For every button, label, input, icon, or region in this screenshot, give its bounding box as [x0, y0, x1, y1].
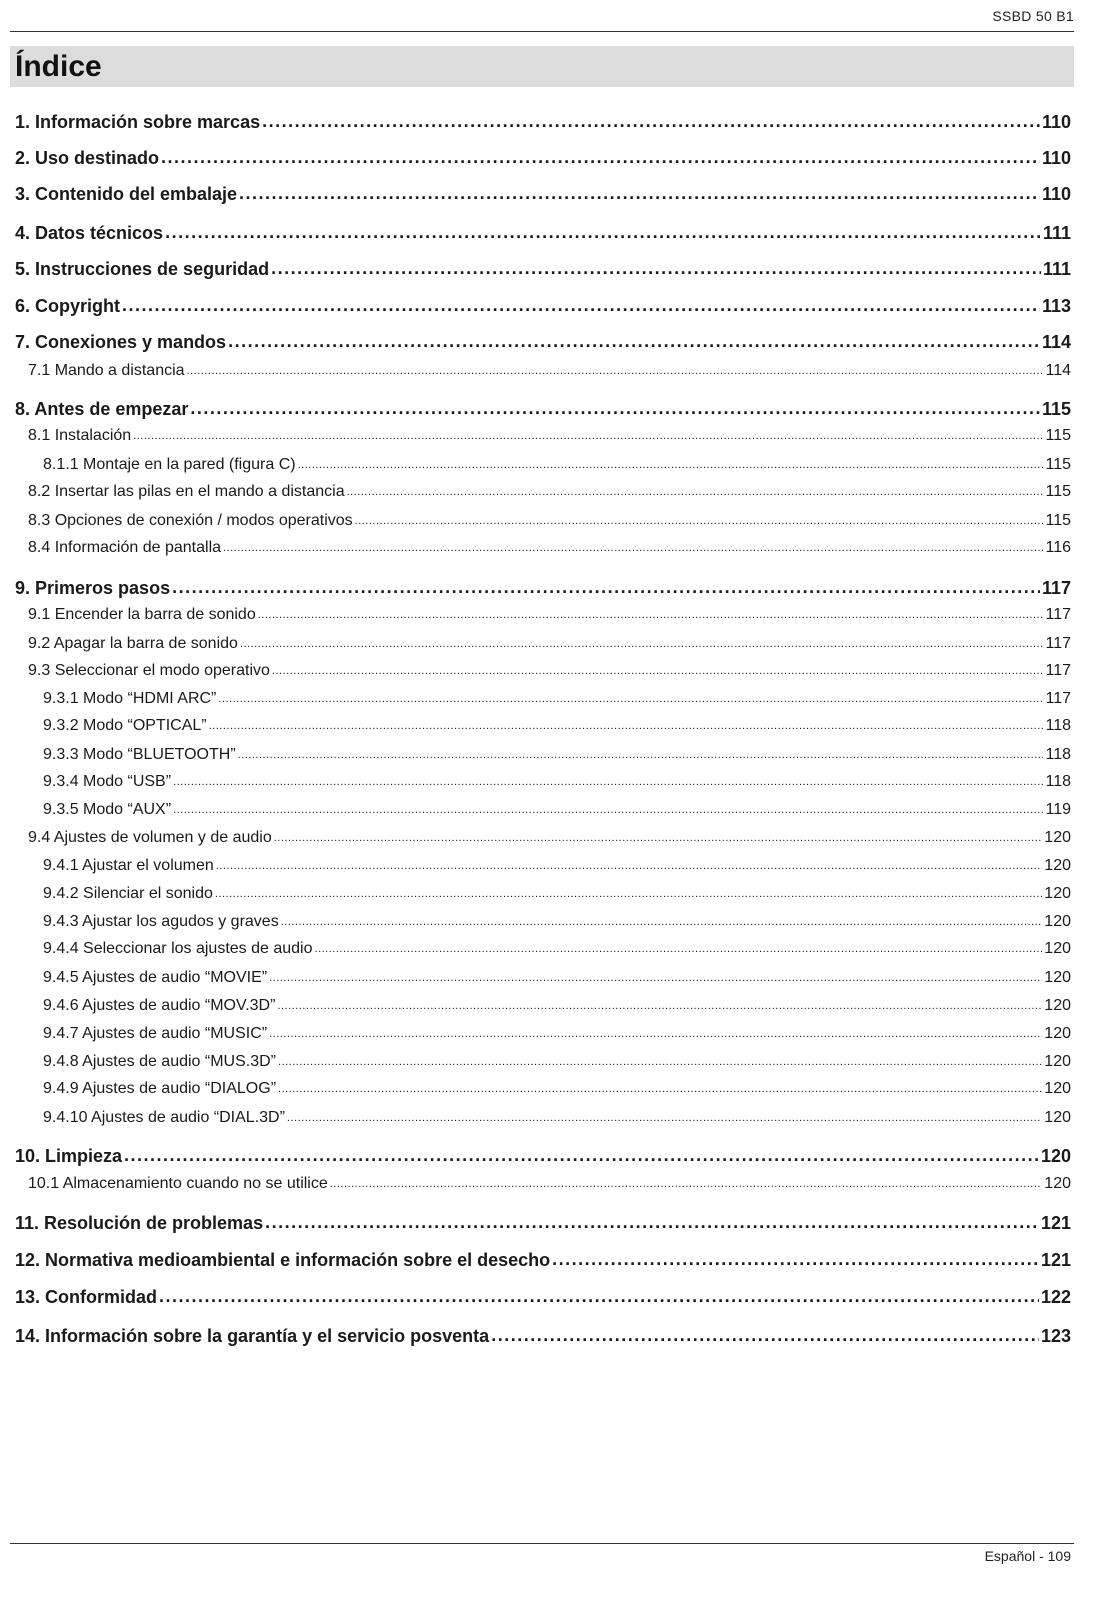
toc-entry[interactable]: [43, 1053, 1071, 1071]
toc-entry[interactable]: [15, 1213, 1071, 1234]
toc-entry-text: 8.4 Información de pantalla: [28, 539, 222, 556]
toc-leader-dots: [238, 749, 1044, 761]
toc-entry-text: 9.4.8 Ajustes de audio “MUS.3D”: [43, 1053, 277, 1070]
toc-leader-dots: [122, 295, 1040, 316]
toc-leader-dots: [265, 1212, 1039, 1233]
toc-entry-text: 9.4.2 Silenciar el sonido: [43, 885, 213, 902]
toc-leader-dots: [159, 1286, 1039, 1307]
toc-entry-text: 9.3.2 Modo “OPTICAL”: [43, 717, 207, 734]
toc-entry-page: 120: [1044, 1025, 1071, 1042]
toc-entry-page: 118: [1045, 717, 1071, 734]
toc-entry-page: 118: [1045, 746, 1071, 763]
toc-leader-dots: [209, 720, 1044, 732]
toc-leader-dots: [552, 1249, 1039, 1270]
toc-entry[interactable]: [15, 259, 1071, 280]
toc-leader-dots: [278, 1083, 1042, 1095]
toc-entry-page: 115: [1045, 427, 1071, 444]
toc-leader-dots: [287, 1112, 1042, 1124]
toc-entry-page: 115: [1045, 512, 1071, 529]
toc-entry[interactable]: [28, 427, 1071, 445]
toc-entry[interactable]: [15, 332, 1071, 353]
bottom-divider: [10, 1543, 1074, 1544]
toc-leader-dots: [218, 693, 1043, 705]
toc-entry-text: 9.4.9 Ajustes de audio “DIALOG”: [43, 1080, 277, 1097]
toc-entry[interactable]: [28, 635, 1071, 653]
toc-leader-dots: [239, 183, 1040, 204]
toc-leader-dots: [223, 542, 1043, 554]
toc-entry-text: 9.3.3 Modo “BLUETOOTH”: [43, 746, 236, 763]
toc-leader-dots: [271, 258, 1041, 279]
toc-leader-dots: [262, 111, 1040, 132]
toc-leader-dots: [228, 331, 1040, 352]
toc-entry-page: 114: [1045, 362, 1071, 379]
toc-entry[interactable]: [28, 539, 1071, 557]
toc-entry-page: 123: [1040, 1326, 1071, 1346]
toc-entry[interactable]: [28, 362, 1071, 380]
toc-entry-text: 1. Información sobre marcas: [15, 112, 261, 132]
toc-leader-dots: [124, 1145, 1039, 1166]
toc-entry-text: 8.2 Insertar las pilas en el mando a distancia: [28, 483, 345, 500]
toc-entry-text: 8. Antes de empezar: [15, 399, 189, 419]
toc-entry-text: 12. Normativa medioambiental e información sobre el desecho: [15, 1250, 551, 1270]
toc-entry-page: 115: [1045, 483, 1071, 500]
toc-entry-page: 120: [1044, 913, 1071, 930]
toc-leader-dots: [190, 398, 1040, 419]
toc-entry[interactable]: [43, 801, 1071, 819]
toc-entry[interactable]: [15, 296, 1071, 317]
toc-entry-page: 120: [1044, 1053, 1071, 1070]
toc-leader-dots: [133, 430, 1043, 442]
toc-leader-dots: [355, 515, 1044, 527]
toc-leader-dots: [172, 577, 1040, 598]
toc-entry-text: 11. Resolución de problemas: [15, 1213, 264, 1233]
toc-entry[interactable]: [43, 746, 1071, 764]
toc-entry-page: 120: [1044, 829, 1071, 846]
toc-entry-page: 111: [1042, 223, 1071, 243]
toc-entry[interactable]: [15, 399, 1071, 420]
toc-leader-dots: [216, 860, 1043, 872]
toc-entry-page: 120: [1044, 857, 1071, 874]
toc-entry-text: 9.4.4 Seleccionar los ajustes de audio: [43, 940, 313, 957]
toc-leader-dots: [215, 888, 1042, 900]
toc-entry-text: 9.4 Ajustes de volumen y de audio: [28, 829, 272, 846]
toc-leader-dots: [240, 638, 1044, 650]
toc-leader-dots: [278, 1056, 1042, 1068]
toc-entry[interactable]: [15, 184, 1071, 205]
toc-entry[interactable]: [43, 773, 1071, 791]
toc-entry[interactable]: [28, 662, 1071, 680]
toc-entry-page: 121: [1040, 1213, 1071, 1233]
toc-entry-text: 5. Instrucciones de seguridad: [15, 259, 270, 279]
toc-entry[interactable]: [43, 997, 1071, 1015]
page-title: Índice: [15, 50, 102, 83]
toc-leader-dots: [274, 832, 1043, 844]
toc-entry-text: 9.4.1 Ajustar el volumen: [43, 857, 214, 874]
toc-entry-page: 117: [1045, 690, 1071, 707]
toc-entry-text: 7. Conexiones y mandos: [15, 332, 227, 352]
toc-entry-page: 120: [1044, 1080, 1071, 1097]
toc-leader-dots: [281, 916, 1043, 928]
toc-entry-page: 117: [1045, 662, 1071, 679]
toc-entry-page: 113: [1041, 296, 1071, 316]
toc-entry-page: 122: [1040, 1287, 1071, 1307]
toc-entry[interactable]: [43, 717, 1071, 735]
toc-entry-text: 9. Primeros pasos: [15, 578, 171, 598]
toc-entry-page: 117: [1041, 578, 1071, 598]
toc-leader-dots: [173, 804, 1043, 816]
toc-leader-dots: [269, 972, 1042, 984]
toc-entry-page: 110: [1041, 148, 1071, 168]
header-model: SSBD 50 B1: [992, 8, 1074, 24]
toc-entry-page: 115: [1041, 399, 1071, 419]
toc-entry-text: 13. Conformidad: [15, 1287, 158, 1307]
toc-entry-text: 10.1 Almacenamiento cuando no se utilice: [28, 1175, 328, 1192]
toc-entry-text: 7.1 Mando a distancia: [28, 362, 185, 379]
toc-entry-page: 114: [1041, 332, 1071, 352]
toc-entry-text: 9.1 Encender la barra de sonido: [28, 606, 256, 623]
toc-entry-text: 9.3 Seleccionar el modo operativo: [28, 662, 270, 679]
toc-entry-page: 120: [1044, 885, 1071, 902]
toc-entry-page: 120: [1040, 1146, 1071, 1166]
toc-leader-dots: [258, 609, 1044, 621]
toc-leader-dots: [330, 1178, 1043, 1190]
toc-leader-dots: [165, 222, 1041, 243]
toc-entry[interactable]: [43, 969, 1071, 987]
toc-entry-page: 118: [1045, 773, 1071, 790]
toc-entry-text: 3. Contenido del embalaje: [15, 184, 238, 204]
toc-leader-dots: [491, 1325, 1039, 1346]
toc-entry[interactable]: [15, 1146, 1071, 1167]
toc-entry[interactable]: [15, 1250, 1071, 1271]
toc-entry-text: 9.3.5 Modo “AUX”: [43, 801, 172, 818]
toc-entry[interactable]: [15, 223, 1071, 244]
toc-entry[interactable]: [43, 940, 1071, 958]
toc-entry[interactable]: [28, 1175, 1071, 1193]
toc-entry-page: 120: [1044, 1175, 1071, 1192]
toc-entry-page: 111: [1042, 259, 1071, 279]
toc-leader-dots: [315, 943, 1043, 955]
toc-entry-text: 9.2 Apagar la barra de sonido: [28, 635, 238, 652]
toc-entry[interactable]: [28, 829, 1071, 847]
toc-leader-dots: [347, 486, 1044, 498]
toc-entry[interactable]: [43, 857, 1071, 875]
toc-entry-text: 10. Limpieza: [15, 1146, 123, 1166]
toc-entry-text: 4. Datos técnicos: [15, 223, 164, 243]
toc-entry[interactable]: [15, 578, 1071, 599]
toc-entry-text: 8.1.1 Montaje en la pared (figura C): [43, 456, 296, 473]
toc-entry-text: 9.3.1 Modo “HDMI ARC”: [43, 690, 217, 707]
toc-leader-dots: [298, 459, 1044, 471]
toc-entry-page: 110: [1041, 112, 1071, 132]
toc-entry-page: 117: [1045, 606, 1071, 623]
toc-entry-text: 2. Uso destinado: [15, 148, 160, 168]
toc-leader-dots: [173, 776, 1043, 788]
toc-entry[interactable]: [15, 1287, 1071, 1308]
top-divider: [10, 31, 1074, 32]
toc-entry-text: 9.4.7 Ajustes de audio “MUSIC”: [43, 1025, 268, 1042]
toc-entry-text: 8.3 Opciones de conexión / modos operativos: [28, 512, 353, 529]
toc-entry-page: 120: [1044, 969, 1071, 986]
toc-entry-page: 121: [1040, 1250, 1071, 1270]
toc-entry-text: 9.3.4 Modo “USB”: [43, 773, 172, 790]
toc-entry-text: 9.4.3 Ajustar los agudos y graves: [43, 913, 279, 930]
toc-entry[interactable]: [28, 606, 1071, 624]
toc-entry-page: 120: [1044, 1109, 1071, 1126]
footer-page-label: Español - 109: [984, 1548, 1071, 1564]
toc-entry-text: 9.4.6 Ajustes de audio “MOV.3D”: [43, 997, 276, 1014]
toc-leader-dots: [277, 1000, 1042, 1012]
toc-entry-text: 6. Copyright: [15, 296, 121, 316]
title-bar: [10, 46, 1074, 87]
toc-entry[interactable]: [43, 885, 1071, 903]
toc-entry-text: 14. Información sobre la garantía y el servicio posventa: [15, 1326, 490, 1346]
toc-entry-page: 117: [1045, 635, 1071, 652]
toc-entry-page: 115: [1045, 456, 1071, 473]
toc-entry[interactable]: [43, 1025, 1071, 1043]
toc-entry[interactable]: [15, 1326, 1071, 1347]
toc-entry-page: 116: [1045, 539, 1071, 556]
toc-leader-dots: [161, 147, 1040, 168]
toc-entry-text: 8.1 Instalación: [28, 427, 132, 444]
toc-leader-dots: [269, 1028, 1042, 1040]
toc-entry-page: 120: [1044, 940, 1071, 957]
toc-entry[interactable]: [28, 512, 1071, 530]
toc-entry[interactable]: [43, 690, 1071, 708]
toc-entry[interactable]: [28, 483, 1071, 501]
toc-entry-text: 9.4.10 Ajustes de audio “DIAL.3D”: [43, 1109, 285, 1126]
toc-entry[interactable]: [43, 1080, 1071, 1098]
toc-leader-dots: [272, 665, 1044, 677]
toc-entry-page: 120: [1044, 997, 1071, 1014]
toc-entry[interactable]: [43, 913, 1071, 931]
toc-leader-dots: [187, 365, 1044, 377]
toc-entry-text: 9.4.5 Ajustes de audio “MOVIE”: [43, 969, 268, 986]
toc-entry-page: 119: [1045, 801, 1071, 818]
toc-entry[interactable]: [43, 456, 1071, 474]
toc-entry[interactable]: [15, 148, 1071, 169]
toc-entry[interactable]: [43, 1109, 1071, 1127]
toc-entry[interactable]: [15, 112, 1071, 133]
toc-entry-page: 110: [1041, 184, 1071, 204]
